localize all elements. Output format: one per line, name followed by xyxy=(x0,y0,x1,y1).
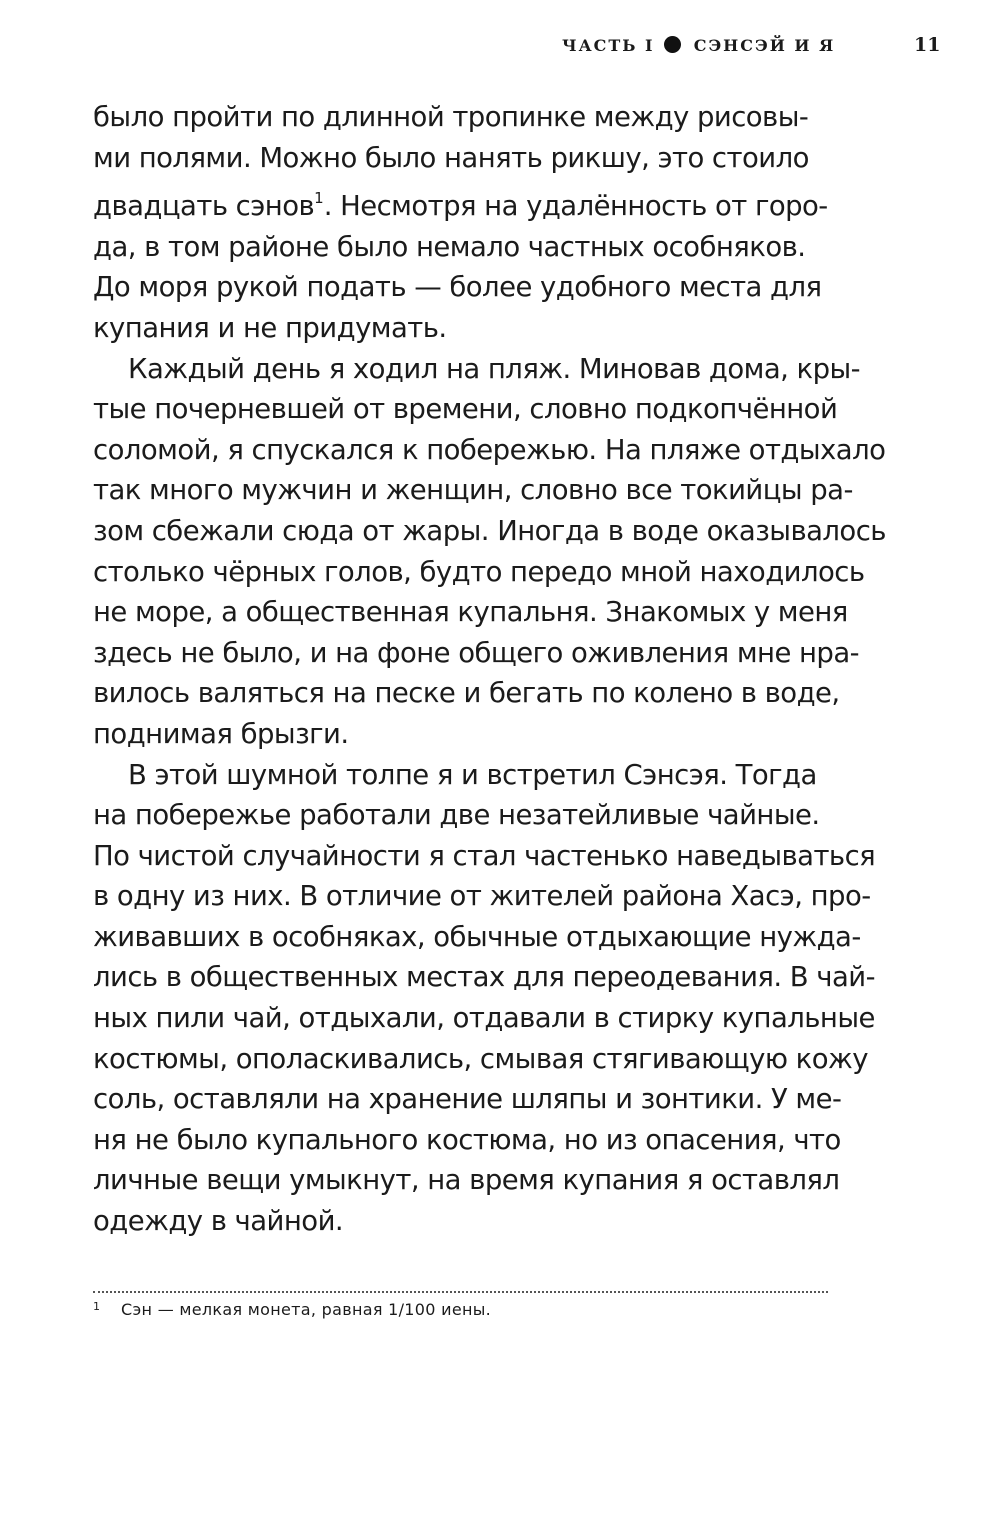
text-line: костюмы, ополаскивались, смывая стягивающую кожу xyxy=(93,1042,868,1075)
text-line: на побережье работали две незатейливые чайные. xyxy=(93,799,820,832)
text-line: соль, оставляли на хранение шляпы и зонтики. У ме- xyxy=(93,1083,842,1116)
text-line: В этой шумной толпе я и встретил Сэнсэя. Тогда xyxy=(128,758,817,791)
bullet-icon xyxy=(664,36,681,53)
running-head-part: ЧАСТЬ I xyxy=(562,36,655,55)
paragraph-2 xyxy=(93,349,886,755)
text-line-start: двадцать сэнов xyxy=(93,190,315,223)
text-line: ня не было купального костюма, но из опасения, что xyxy=(93,1123,841,1156)
text-line: личные вещи умыкнут, на время купания я оставлял xyxy=(93,1164,840,1197)
text-line: да, в том районе было немало частных особняков. xyxy=(93,230,806,263)
text-line: соломой, я спускался к побережью. На пляже отдыхало xyxy=(93,433,886,466)
footnote-reference: 1 xyxy=(314,189,324,208)
text-line: вилось валяться на песке и бегать по колено в воде, xyxy=(93,677,840,710)
paragraph-1 xyxy=(93,97,833,349)
text-line: живавших в особняках, обычные отдыхающие нужда- xyxy=(93,920,861,953)
footnote xyxy=(93,1300,491,1319)
text-line: не море, а общественная купальня. Знакомых у меня xyxy=(93,596,848,629)
text-line: ных пили чай, отдыхали, отдавали в стирку купальные xyxy=(93,1002,875,1035)
text-line: поднимая брызги. xyxy=(93,717,349,750)
text-line xyxy=(93,178,833,227)
body-text xyxy=(93,97,886,1242)
text-line: лись в общественных местах для переодевания. В чай- xyxy=(93,961,875,994)
text-line: зом сбежали сюда от жары. Иногда в воде оказывалось xyxy=(93,514,886,547)
text-line: ми полями. Можно было нанять рикшу, это стоило xyxy=(93,141,809,174)
paragraph-3 xyxy=(93,755,876,1242)
text-line: По чистой случайности я стал частенько наведываться xyxy=(93,839,876,872)
page-number: 11 xyxy=(914,34,941,56)
footnote-divider xyxy=(93,1291,828,1293)
text-line: купания и не придумать. xyxy=(93,311,447,344)
text-line: одежду в чайной. xyxy=(93,1205,344,1238)
footnote-text: Сэн — мелкая монета, равная 1/100 иены. xyxy=(121,1300,492,1319)
text-line-rest: . Несмотря на удалённость от горо- xyxy=(323,190,828,223)
text-line: столько чёрных голов, будто передо мной находилось xyxy=(93,555,865,588)
text-line: здесь не было, и на фоне общего оживления мне нра- xyxy=(93,636,860,669)
text-line: было пройти по длинной тропинке между рисовы- xyxy=(93,101,809,133)
text-line: тые почерневшей от времени, словно подкопчённой xyxy=(93,393,838,426)
running-head-chapter: СЭНСЭЙ И Я xyxy=(693,36,836,55)
text-line: Каждый день я ходил на пляж. Миновав дома, кры- xyxy=(128,352,861,385)
footnote-mark: 1 xyxy=(93,1300,101,1313)
text-line: в одну из них. В отличие от жителей района Хасэ, про- xyxy=(93,880,871,913)
text-line: так много мужчин и женщин, словно все токийцы ра- xyxy=(93,474,853,507)
running-head xyxy=(562,36,835,55)
text-line: До моря рукой подать — более удобного места для xyxy=(93,271,822,304)
